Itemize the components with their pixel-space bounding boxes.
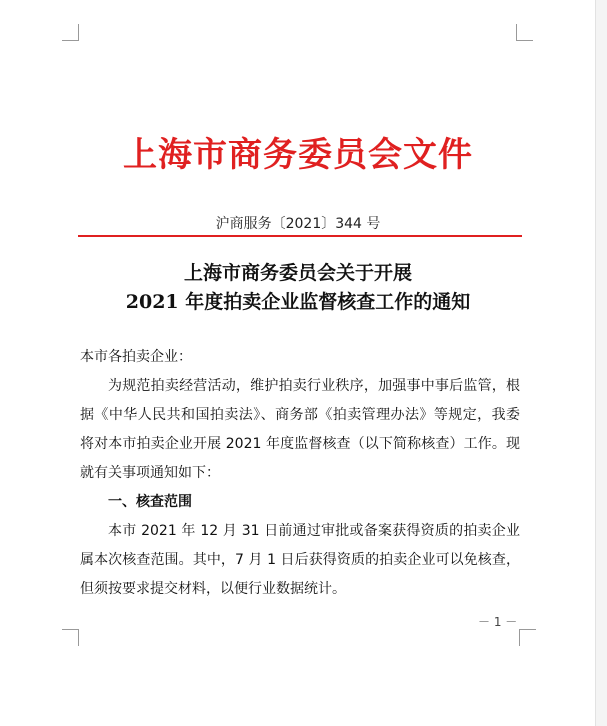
section-heading-1: 一、核查范围 xyxy=(108,494,192,510)
crop-mark-top-left xyxy=(62,24,79,41)
viewer-right-margin xyxy=(595,0,607,726)
issuer-title: 上海市商务委员会文件 xyxy=(123,135,473,175)
crop-mark-top-right xyxy=(516,24,533,41)
crop-mark-bottom-left xyxy=(62,629,79,646)
notice-title-line2: 2021 年度拍卖企业监督核查工作的通知 xyxy=(125,291,471,313)
paragraph-1: 为规范拍卖经营活动，维护拍卖行业秩序，加强事中事后监管，根据《中华人民共和国拍卖法》、商务部《拍卖管理办法》等规定，我委将对本市拍卖企业开展 2021 年度监督核查（以下简称核查）工作。现就有关事项通知如下： xyxy=(80,378,520,481)
notice-title xyxy=(0,259,596,317)
red-divider xyxy=(78,235,522,237)
page-number: － 1 － xyxy=(478,615,518,629)
paragraph-2: 本市 2021 年 12 月 31 日前通过审批或备案获得资质的拍卖企业属本次核查范围。其中，7 月 1 日后获得资质的拍卖企业可以免核查，但须按要求提交材料，以便行业数据统计。 xyxy=(80,523,520,597)
notice-title-line1: 上海市商务委员会关于开展 xyxy=(183,262,412,284)
document-number: 沪商服务〔2021〕344 号 xyxy=(215,216,381,232)
salutation: 本市各拍卖企业： xyxy=(80,349,192,365)
crop-mark-bottom-right xyxy=(519,629,536,646)
document-body xyxy=(80,343,520,604)
